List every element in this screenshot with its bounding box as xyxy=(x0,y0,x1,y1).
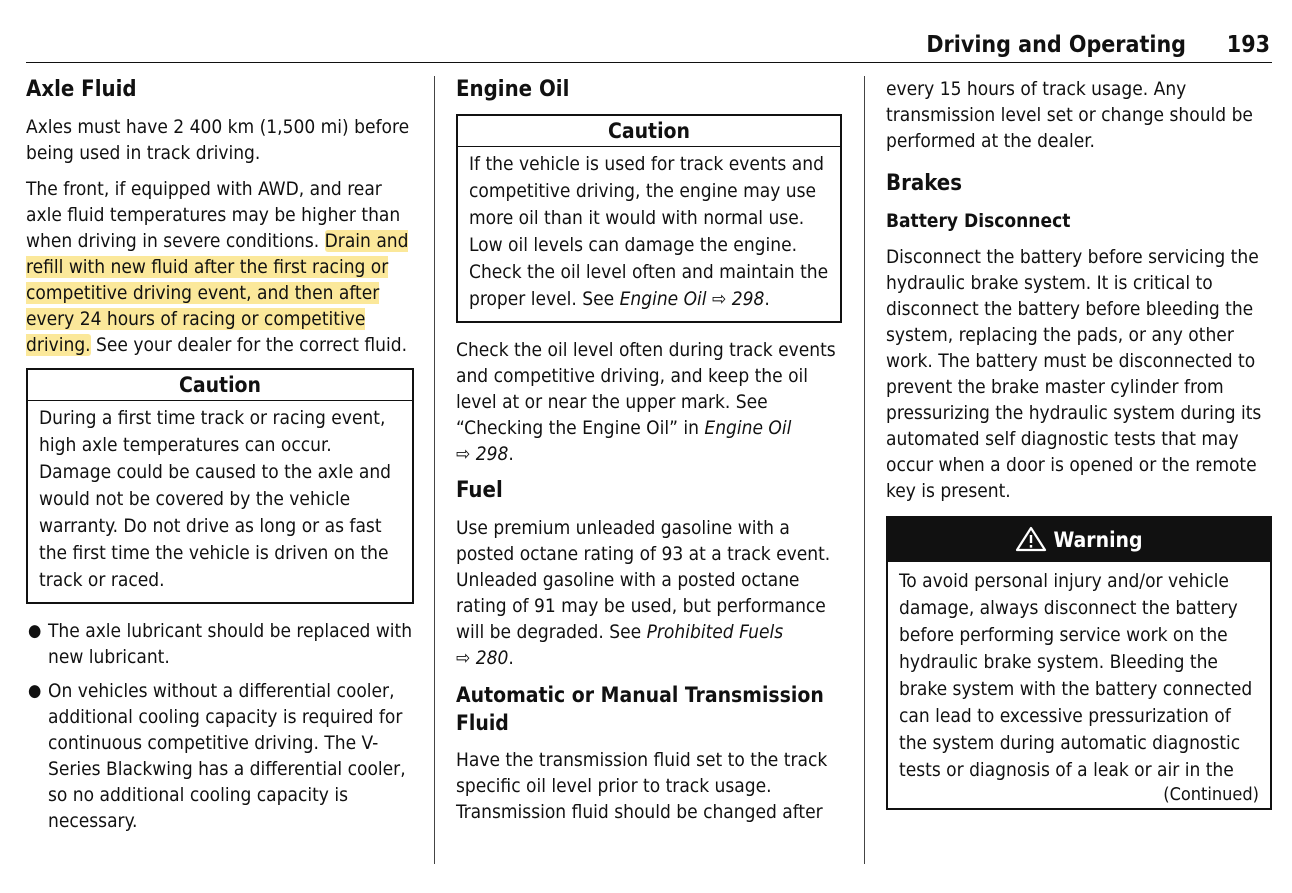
transmission-para: Have the transmission fluid set to the track specific oil level prior to track usage. Transmission fluid should be changed after xyxy=(456,749,828,823)
highlighted-text: Drain and refill with new fluid after the first racing or competitive driving event, and then after every 24 hours of racing or competitive driving. xyxy=(26,230,409,356)
caution-title: Caution xyxy=(28,370,412,401)
column-divider-right xyxy=(864,76,865,864)
warning-triangle-icon xyxy=(1015,526,1047,552)
column-divider-left xyxy=(434,76,435,864)
cross-reference-link[interactable]: Engine Oil xyxy=(619,288,707,310)
bullet-icon: ● xyxy=(28,621,42,641)
column-2 xyxy=(456,76,842,835)
oil-check-text: Check the oil level often during track events and competitive driving, and keep the oil level at or near the upper mark. See “Checking the Engine Oil” in xyxy=(456,339,836,439)
caution-text: During a first time track or racing event, high axle temperatures can occur. Damage could be caused to the axle and would not be covered by the vehicle warranty. Do not drive as long or as fast the first time the vehicle is driven on the track or raced. xyxy=(39,407,392,591)
para2-start: The front, if equipped with AWD, and rear axle fluid temperatures may be higher than when driving in severe conditions. xyxy=(26,178,401,252)
bullet-text: The axle lubricant should be replaced with new lubricant. xyxy=(48,620,413,668)
warning-box xyxy=(886,516,1272,810)
transmission-continued: every 15 hours of track usage. Any transmission level set or change should be performed at the dealer. xyxy=(886,78,1253,152)
column-1 xyxy=(26,76,414,842)
brakes-para: Disconnect the battery before servicing the hydraulic brake system. It is critical to disconnect the battery before bleeding the system, replacing the pads, or any other work. The battery must be disconnected to prevent the brake master cylinder from pressurizing the hydraulic system during its automated self diagnostic tests that may occur when a door is opened or the remote key is present. xyxy=(886,246,1262,502)
caution-title: Caution xyxy=(458,116,840,147)
para2-end: See your dealer for the correct fluid. xyxy=(90,334,408,356)
arrow-icon: ⇨ xyxy=(456,443,471,465)
warning-text-body: To avoid personal injury and/or vehicle damage, always disconnect the battery before performing service work on the hydraulic brake system. Bleeding the brake system with the battery connected can lead to excessive pressurization of the system during automatic diagnostic tests or diagnosis of a leak or air in the xyxy=(899,570,1253,781)
axle-fluid-para1: Axles must have 2 400 km (1,500 mi) before being used in track driving. xyxy=(26,116,410,164)
axle-bullet-list xyxy=(26,618,414,834)
fuel-heading: Fuel xyxy=(456,478,503,503)
page-reference[interactable]: 298 xyxy=(475,443,509,465)
bullet-icon: ● xyxy=(28,681,42,701)
page-header xyxy=(26,30,1272,63)
oil-caution-box xyxy=(456,114,842,323)
axle-fluid-para2 xyxy=(26,176,414,358)
arrow-icon: ⇨ xyxy=(456,647,471,669)
warning-text xyxy=(888,562,1270,808)
list-item xyxy=(26,678,414,834)
bullet-text: On vehicles without a differential cooler, additional cooling capacity is required for continuous competitive driving. The V-Series Blackwing has a differential cooler, so no additional cooling capacity is necessary. xyxy=(48,680,406,832)
oil-check-para: Check the oil level often during track events and competitive driving, and keep the oil level at or near the upper mark. See “Checking the Engine Oil” in Engine Oil ⇨ 298. xyxy=(456,339,836,465)
fuel-text: Use premium unleaded gasoline with a posted octane rating of 93 at a track event. Unleaded gasoline with a posted octane rating of 91 may be used, but performance will be degraded. See xyxy=(456,517,831,643)
warning-title-bar xyxy=(888,518,1270,562)
cross-reference-link[interactable]: Prohibited Fuels xyxy=(646,621,784,643)
section-title: Driving and Operating xyxy=(926,32,1186,58)
engine-oil-heading: Engine Oil xyxy=(456,77,570,102)
warning-title: Warning xyxy=(1053,528,1143,552)
caution-text-body: If the vehicle is used for track events and competitive driving, the engine may use more oil than it would with normal use. Low oil levels can damage the engine. Check the oil level often and maintain the proper level. See xyxy=(469,153,829,310)
caution-text: If the vehicle is used for track events and competitive driving, the engine may use more oil than it would with normal use. Low oil levels can damage the engine. Check the oil level often and maintain the proper level. See Engine Oil ⇨ 298. xyxy=(469,153,829,310)
page-reference[interactable]: 280 xyxy=(475,647,509,669)
battery-disconnect-subheading: Battery Disconnect xyxy=(886,210,1071,232)
transmission-heading: Automatic or Manual Transmission Fluid xyxy=(456,683,824,735)
fuel-para: Use premium unleaded gasoline with a posted octane rating of 93 at a track event. Unleaded gasoline with a posted octane rating of 91 may be used, but performance will be degraded. See Prohibited Fuels ⇨ 280. xyxy=(456,517,831,669)
brakes-heading: Brakes xyxy=(886,171,962,196)
continued-label: (Continued) xyxy=(1163,784,1259,805)
page-number: 193 xyxy=(1226,32,1270,58)
list-item xyxy=(26,618,414,670)
column-3 xyxy=(886,76,1272,810)
axle-fluid-heading: Axle Fluid xyxy=(26,77,137,102)
cross-reference-link[interactable]: Engine Oil xyxy=(704,417,792,439)
page-reference[interactable]: 298 xyxy=(731,288,765,310)
axle-caution-box xyxy=(26,368,414,604)
arrow-icon: ⇨ xyxy=(712,288,727,310)
